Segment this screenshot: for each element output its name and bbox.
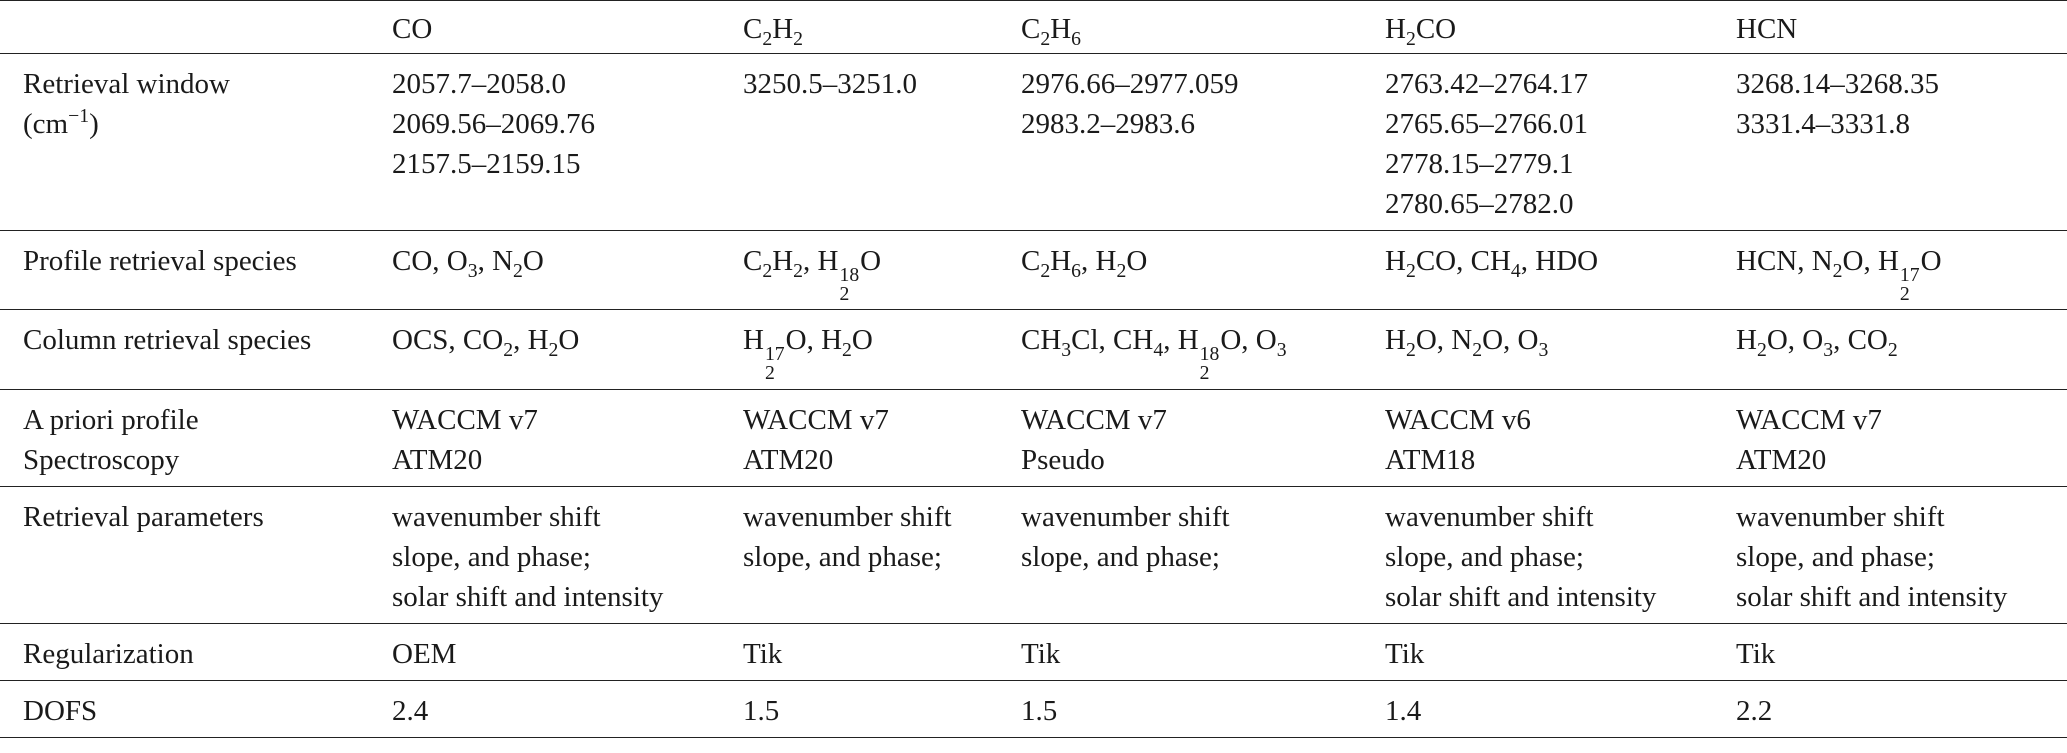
table-cell bbox=[392, 681, 743, 737]
header-cell: $C_2H_6$ bbox=[1021, 13, 1082, 50]
table-cell bbox=[392, 624, 743, 680]
cell-line: 1.5 bbox=[1021, 694, 1058, 727]
table-cell bbox=[1736, 624, 2067, 680]
row-label bbox=[0, 231, 392, 309]
table-cell bbox=[1736, 54, 2067, 230]
table-cell bbox=[1736, 487, 2067, 623]
row-label bbox=[0, 54, 392, 230]
table-row bbox=[0, 54, 2067, 231]
cell-line: 2780.65–2782.0 bbox=[1385, 188, 1574, 220]
cell-line: slope, and phase; bbox=[1385, 540, 1584, 573]
cell-line: Tik bbox=[1021, 637, 1061, 670]
table-cell bbox=[743, 231, 1021, 309]
table-cell bbox=[1736, 681, 2067, 737]
table-cell bbox=[743, 681, 1021, 737]
cell-line: wavenumber shift bbox=[743, 500, 952, 533]
table-cell bbox=[1736, 231, 2067, 309]
cell-line: solar shift and intensity bbox=[1736, 580, 2008, 613]
cell-line: wavenumber shift bbox=[1736, 500, 1945, 533]
row-label bbox=[0, 624, 392, 680]
header-cell: CO bbox=[392, 13, 433, 45]
table-cell bbox=[743, 310, 1021, 388]
cell-line: WACCM v7 bbox=[392, 403, 538, 436]
cell-line: slope, and phase; bbox=[743, 540, 942, 573]
table-cell bbox=[743, 624, 1021, 680]
cell-line: Tik bbox=[1385, 637, 1425, 670]
cell-line: 1.5 bbox=[743, 694, 780, 727]
cell-line: wavenumber shift bbox=[1385, 500, 1594, 533]
row-label bbox=[0, 390, 392, 486]
cell-line: WACCM v7 bbox=[1736, 403, 1882, 436]
cell-line: 1.4 bbox=[1385, 694, 1422, 727]
header-cell-empty bbox=[0, 1, 392, 53]
table-cell bbox=[743, 54, 1021, 230]
table-cell bbox=[1385, 231, 1736, 309]
table-cell bbox=[1021, 231, 1385, 309]
row-label-line: Regularization bbox=[23, 637, 194, 670]
table-cell bbox=[1736, 310, 2067, 388]
cell-line: ATM20 bbox=[1736, 443, 1827, 476]
cell-line: HCN, $N_2O$, H 17 2 O bbox=[1736, 245, 1942, 305]
table-row bbox=[0, 231, 2067, 310]
cell-line: 3331.4–3331.8 bbox=[1736, 108, 1910, 140]
row-label-line: DOFS bbox=[23, 694, 98, 727]
table-row bbox=[0, 310, 2067, 389]
cell-line: 2069.56–2069.76 bbox=[392, 108, 595, 140]
row-label-line: Spectroscopy bbox=[23, 443, 180, 476]
cell-line: ATM18 bbox=[1385, 443, 1476, 476]
table-cell bbox=[392, 231, 743, 309]
cell-line: 2157.5–2159.15 bbox=[392, 148, 581, 180]
row-label-line: A priori profile bbox=[23, 403, 199, 436]
cell-line: slope, and phase; bbox=[1736, 540, 1935, 573]
header-row bbox=[0, 0, 2067, 54]
cell-line: WACCM v6 bbox=[1385, 403, 1531, 436]
table-cell bbox=[1021, 310, 1385, 388]
table-cell bbox=[1385, 681, 1736, 737]
table-cell bbox=[1385, 624, 1736, 680]
row-label-line: Profile retrieval species bbox=[23, 245, 297, 277]
cell-line: Tik bbox=[1736, 637, 1776, 670]
cell-line: H 17 2 O, $H_2O$ bbox=[743, 324, 873, 384]
cell-line: 3268.14–3268.35 bbox=[1736, 68, 1939, 100]
table-cell bbox=[392, 390, 743, 486]
table-cell bbox=[1021, 624, 1385, 680]
cell-line: OEM bbox=[392, 637, 457, 670]
table-cell bbox=[1385, 487, 1736, 623]
table-cell bbox=[743, 390, 1021, 486]
cell-line: wavenumber shift bbox=[1021, 500, 1230, 533]
cell-line: wavenumber shift bbox=[392, 500, 601, 533]
cell-line: slope, and phase; bbox=[1021, 540, 1220, 573]
cell-line: 2057.7–2058.0 bbox=[392, 68, 566, 100]
cell-line: 2765.65–2766.01 bbox=[1385, 108, 1588, 140]
cell-line: $CH_3Cl$, $CH_4$, H 18 2 O, $O_3$ bbox=[1021, 324, 1287, 384]
cell-line: $C_2H_2$, H 18 2 O bbox=[743, 245, 882, 305]
table-cell bbox=[1385, 310, 1736, 388]
cell-line: Pseudo bbox=[1021, 443, 1105, 476]
header-cell: $C_2H_2$ bbox=[743, 13, 804, 50]
cell-line: slope, and phase; bbox=[392, 540, 591, 573]
table-cell bbox=[392, 487, 743, 623]
table-row bbox=[0, 487, 2067, 624]
cell-line: $H_2O$, $N_2O$, $O_3$ bbox=[1385, 324, 1549, 362]
header-cell: $H_2CO$ bbox=[1385, 13, 1457, 50]
cell-line: OCS, $CO_2$, $H_2O$ bbox=[392, 324, 580, 362]
cell-line: 2.4 bbox=[392, 694, 429, 727]
table-row bbox=[0, 624, 2067, 681]
table-row bbox=[0, 681, 2067, 738]
row-label-line: Retrieval window bbox=[23, 68, 230, 100]
cell-line: 2763.42–2764.17 bbox=[1385, 68, 1588, 100]
cell-line: $C_2H_6$, $H_2O$ bbox=[1021, 245, 1148, 282]
cell-line: ATM20 bbox=[743, 443, 834, 476]
header-cell: HCN bbox=[1736, 13, 1798, 45]
cell-line: $H_2O$, $O_3$, $CO_2$ bbox=[1736, 324, 1898, 362]
cell-line: CO, $O_3$, $N_2O$ bbox=[392, 245, 544, 282]
row-label-line: Retrieval parameters bbox=[23, 500, 264, 533]
table-cell bbox=[1021, 390, 1385, 486]
cell-line: solar shift and intensity bbox=[392, 580, 664, 613]
cell-line: 2.2 bbox=[1736, 694, 1773, 727]
table-cell bbox=[1385, 54, 1736, 230]
row-label-line: $(cm^{-1})$ bbox=[23, 105, 99, 140]
table-cell bbox=[743, 487, 1021, 623]
cell-line: WACCM v7 bbox=[1021, 403, 1167, 436]
cell-line: Tik bbox=[743, 637, 783, 670]
table-cell bbox=[392, 54, 743, 230]
cell-line: solar shift and intensity bbox=[1385, 580, 1657, 613]
table-cell bbox=[1021, 54, 1385, 230]
table-cell bbox=[392, 310, 743, 388]
cell-line: 3250.5–3251.0 bbox=[743, 68, 917, 100]
table-cell bbox=[1736, 390, 2067, 486]
row-label bbox=[0, 681, 392, 737]
table-cell bbox=[1021, 681, 1385, 737]
cell-line: 2976.66–2977.059 bbox=[1021, 68, 1239, 100]
cell-line: 2983.2–2983.6 bbox=[1021, 108, 1195, 140]
cell-line: 2778.15–2779.1 bbox=[1385, 148, 1574, 180]
cell-line: WACCM v7 bbox=[743, 403, 889, 436]
row-label bbox=[0, 310, 392, 388]
cell-line: ATM20 bbox=[392, 443, 483, 476]
row-label-line: Column retrieval species bbox=[23, 324, 312, 357]
cell-line: $H_2CO$, $CH_4$, HDO bbox=[1385, 245, 1599, 282]
table-cell bbox=[1021, 487, 1385, 623]
table-cell bbox=[1385, 390, 1736, 486]
row-label bbox=[0, 487, 392, 623]
table-row bbox=[0, 390, 2067, 487]
